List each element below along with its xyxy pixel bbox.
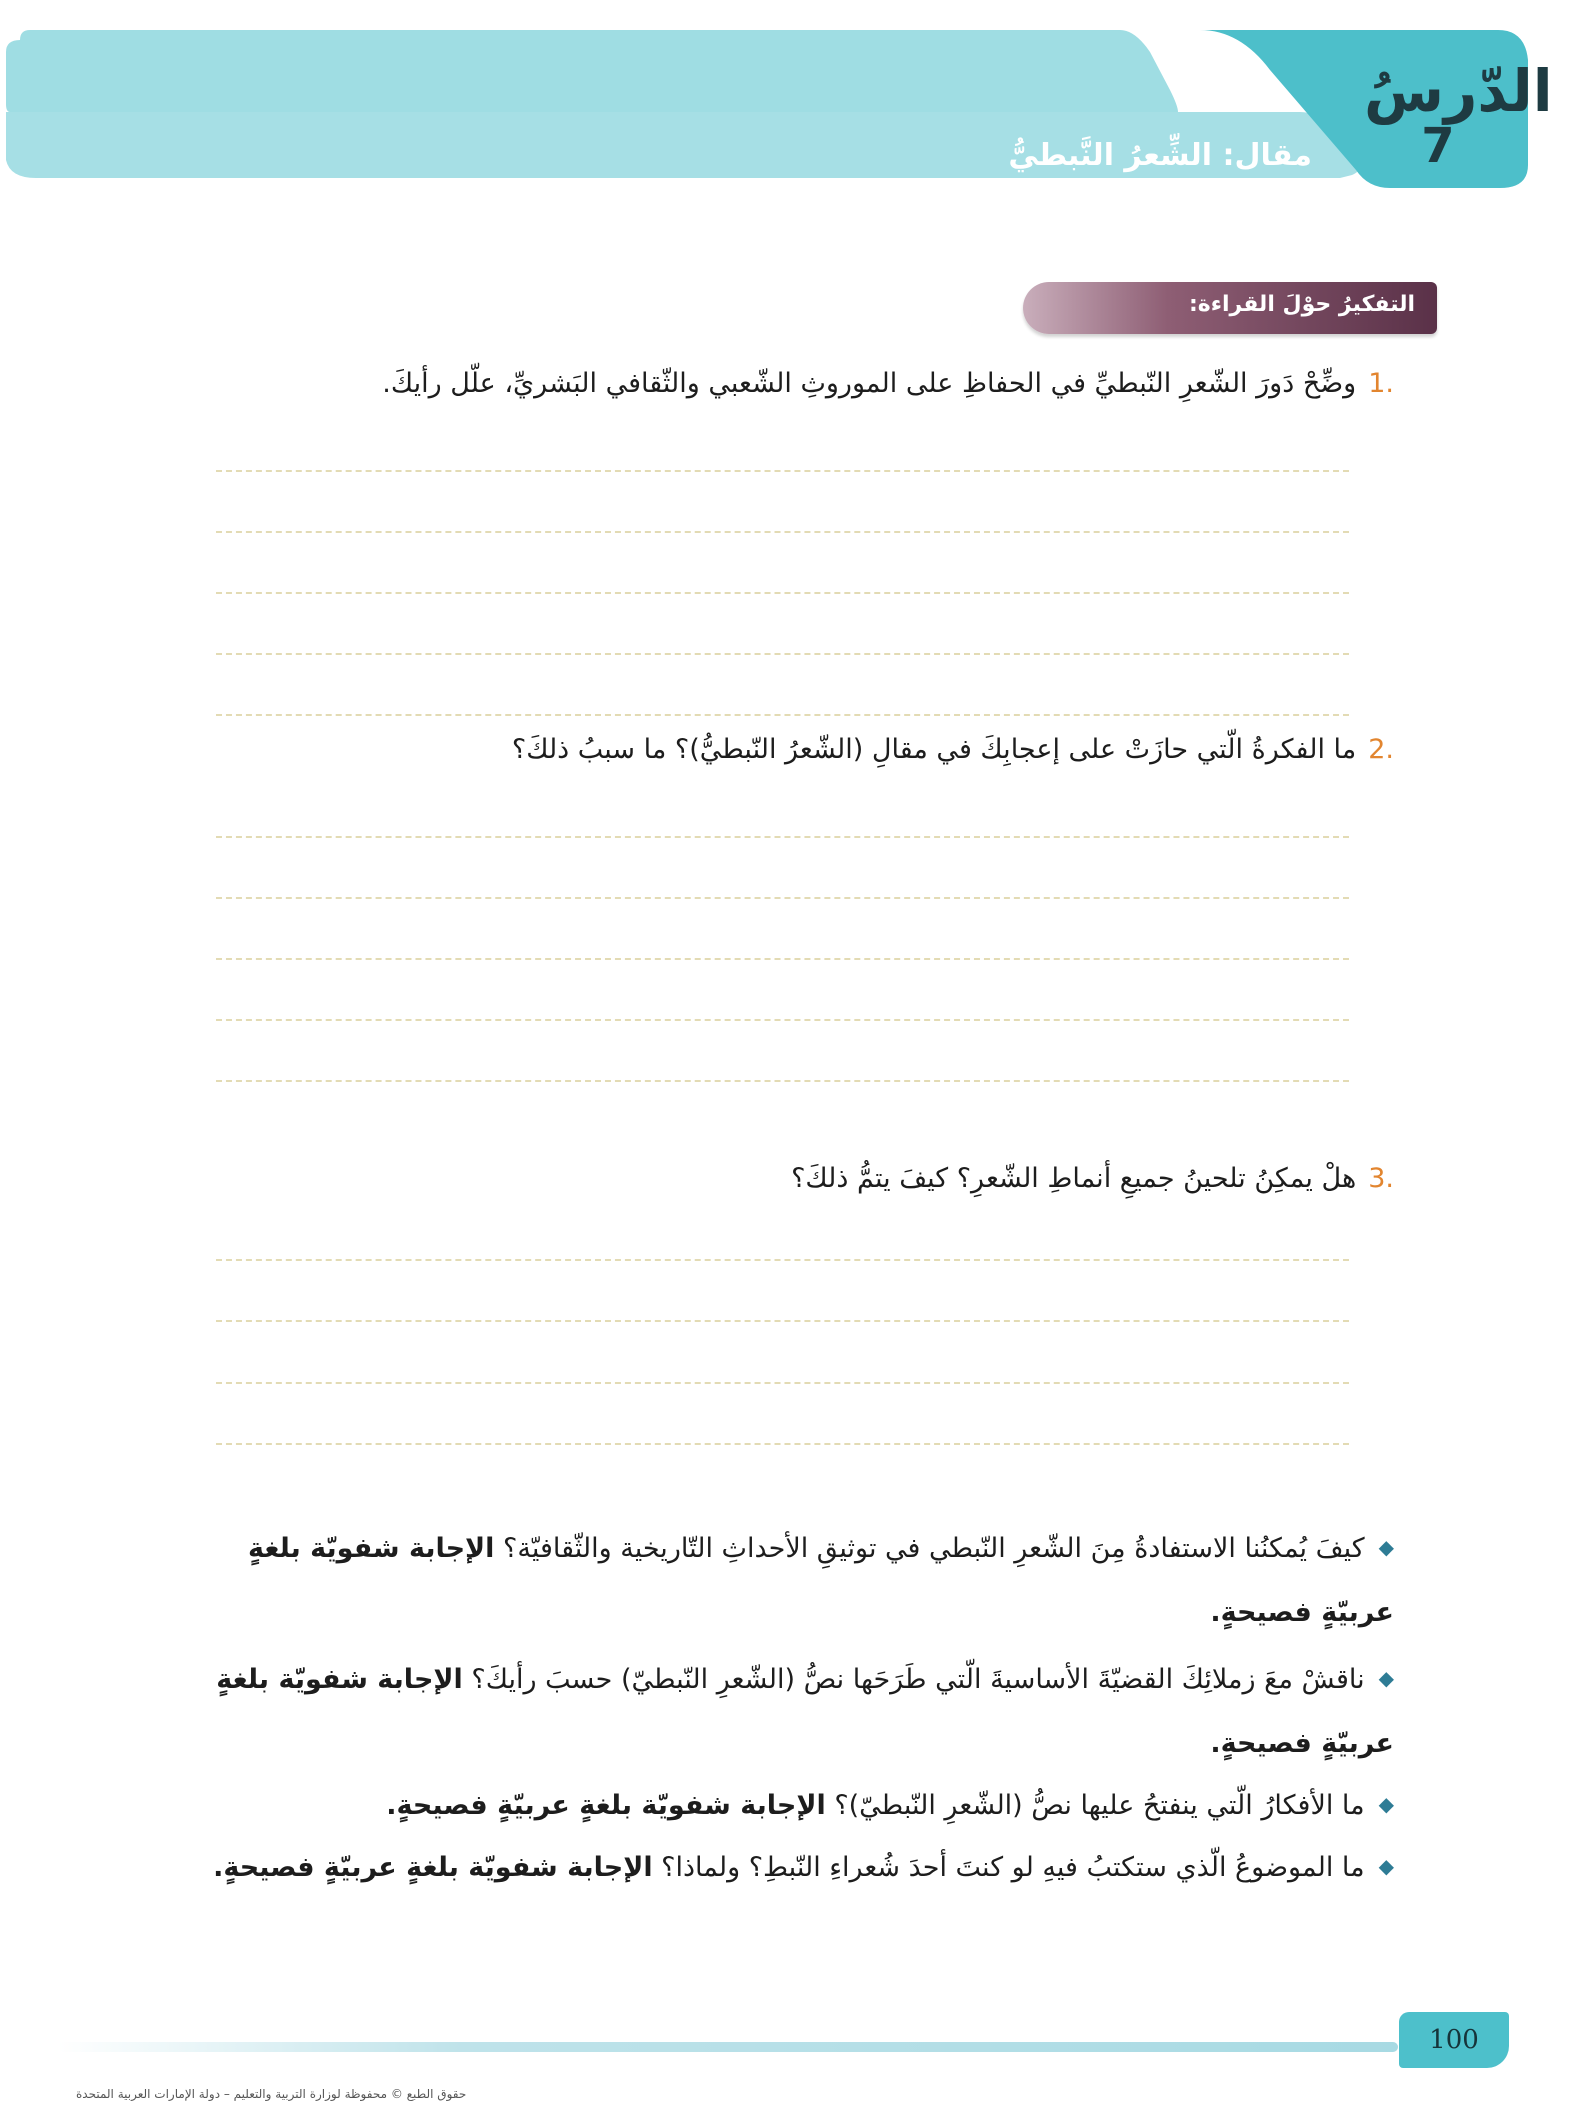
answer-line[interactable]: [216, 836, 1349, 838]
discussion-bullet: [184, 1834, 1394, 1900]
copyright-notice: حقوق الطبع © محفوظة لوزارة التربية والتعليم – دولة الإمارات العربية المتحدة: [76, 2087, 467, 2101]
diamond-bullet-icon: ◆: [1378, 1792, 1394, 1816]
answer-line[interactable]: [216, 592, 1349, 594]
lesson-title: مقال: الشِّعرُ النَّبطيُّ: [1008, 138, 1312, 173]
answer-line[interactable]: [216, 714, 1349, 716]
section-label: التفكيرُ حوْلَ القراءة:: [1188, 292, 1415, 317]
answer-line[interactable]: [216, 1259, 1349, 1261]
bullet-text: ما الأفكارُ الّتي ينفتحُ عليها نصُّ (الشّعرِ النّبطيّ)؟: [834, 1790, 1365, 1821]
answer-line[interactable]: [216, 531, 1349, 533]
question-text: هلْ يمكِنُ تلحينُ جميعِ أنماطِ الشّعرِ؟ كيفَ يتمُّ ذلكَ؟: [791, 1163, 1357, 1194]
bullet-text: ناقشْ معَ زملائِكَ القضيّةَ الأساسيةَ الّتي طَرَحَها نصُّ (الشّعرِ النّبطيّ) حسبَ رأيكَ؟: [471, 1664, 1365, 1695]
lesson-banner: [0, 0, 1572, 200]
diamond-bullet-icon: ◆: [1378, 1854, 1394, 1878]
answer-line[interactable]: [216, 1443, 1349, 1445]
discussion-bullet: [184, 1515, 1394, 1645]
bullet-text: كيفَ يُمكنُنا الاستفادةُ مِنَ الشّعرِ النّبطي في توثيقِ الأحداثِ التّاريخية والثّقافيّة؟: [503, 1533, 1365, 1564]
question-text: ما الفكرةُ الّتي حازَتْ على إعجابِكَ في مقالِ (الشّعرُ النّبطيُّ)؟ ما سببُ ذلكَ؟: [511, 734, 1357, 765]
bullet-answer: الإجابة شفويّة بلغةٍ عربيّةٍ فصيحةٍ.: [386, 1790, 826, 1821]
section-tab: [1023, 282, 1437, 334]
answer-line[interactable]: [216, 1019, 1349, 1021]
answer-line[interactable]: [216, 1382, 1349, 1384]
answer-line[interactable]: [216, 958, 1349, 960]
question-2: [512, 734, 1394, 766]
answer-line[interactable]: [216, 470, 1349, 472]
diamond-bullet-icon: ◆: [1378, 1535, 1394, 1559]
page-number: 100: [1429, 2025, 1479, 2055]
question-3: [791, 1163, 1394, 1195]
footer-bar: [58, 2042, 1398, 2052]
question-number: .1: [1368, 368, 1394, 399]
lesson-word: الدّرسُ: [1364, 57, 1553, 125]
lesson-number: 7: [1421, 118, 1455, 174]
discussion-bullet: [184, 1772, 1394, 1838]
answer-line[interactable]: [216, 1080, 1349, 1082]
bullet-answer: الإجابة شفويّة بلغةٍ عربيّةٍ فصيحةٍ.: [216, 1664, 1394, 1759]
page-number-tab: [1399, 2012, 1509, 2068]
question-text: وضِّحْ دَورَ الشّعرِ النّبطيِّ في الحفاظِ على الموروثِ الشّعبي والثّقافي البَشريِّ، علّل رأيكَ.: [382, 368, 1357, 399]
answer-line[interactable]: [216, 1320, 1349, 1322]
bullet-text: ما الموضوعُ الّذي ستكتبُ فيهِ لو كنتَ أحدَ شُعراءِ النّبطِ؟ ولماذا؟: [661, 1852, 1365, 1883]
bullet-answer: الإجابة شفويّة بلغةٍ عربيّةٍ فصيحةٍ.: [213, 1852, 653, 1883]
diamond-bullet-icon: ◆: [1378, 1666, 1394, 1690]
question-number: .2: [1368, 734, 1394, 765]
question-1: [382, 368, 1394, 400]
answer-line[interactable]: [216, 897, 1349, 899]
question-number: .3: [1368, 1163, 1394, 1194]
bullet-answer: الإجابة شفويّة بلغةٍ عربيّةٍ فصيحةٍ.: [247, 1533, 1394, 1628]
discussion-bullet: [184, 1646, 1394, 1776]
answer-line[interactable]: [216, 653, 1349, 655]
